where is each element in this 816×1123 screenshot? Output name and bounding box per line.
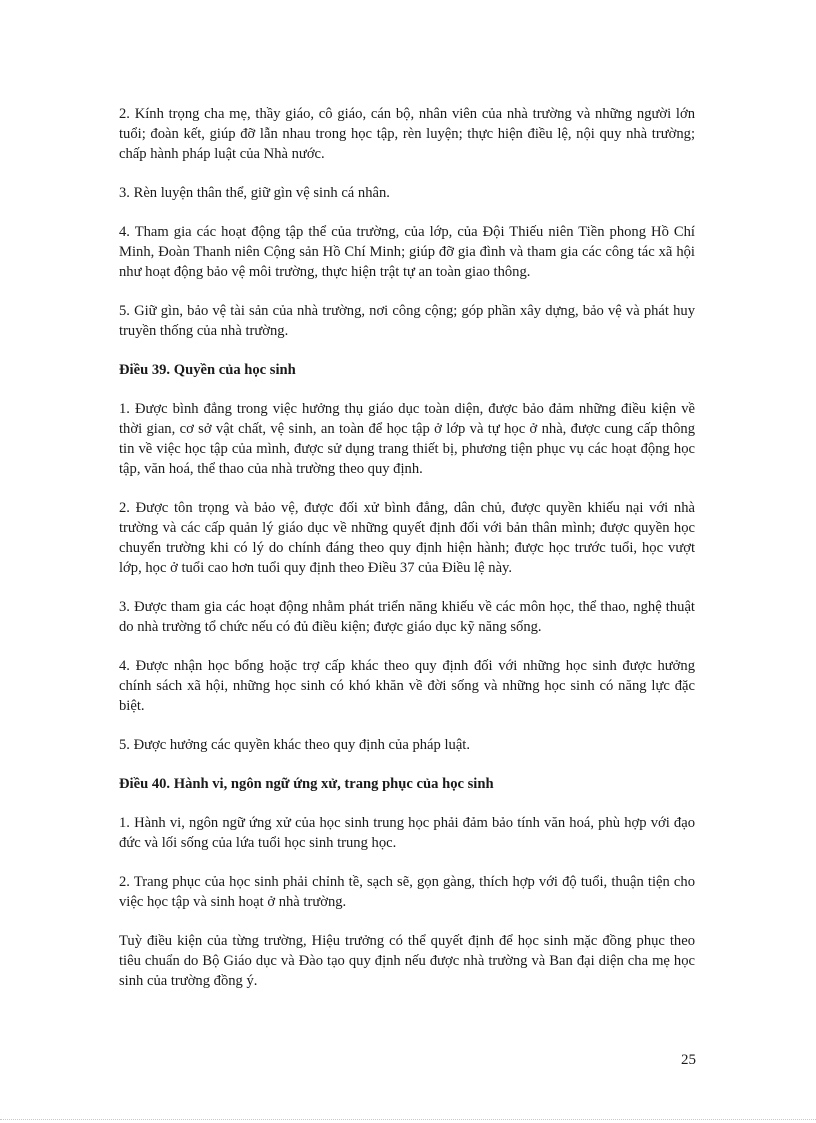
article-40-paragraph-2: 2. Trang phục của học sinh phải chỉnh tề, sạch sẽ, gọn gàng, thích hợp với độ tuổi, thuận tiện cho việc học tập và sinh hoạt ở nhà trường.	[119, 874, 695, 910]
article-39-paragraph-2: 2. Được tôn trọng và bảo vệ, được đối xử bình đẳng, dân chủ, được quyền khiếu nại với nhà trường và các cấp quản lý giáo dục về những quyết định đối với bản thân mình; được quyền học chuyển trường khi có lý do chính đáng theo quy định hiện hành; được học trước tuổi, học vượt lớp, học ở tuổi cao hơn tuổi quy định theo Điều 37 của Điều lệ này.	[119, 500, 695, 576]
page-number: 25	[681, 1052, 696, 1068]
article-39-paragraph-1: 1. Được bình đẳng trong việc hưởng thụ giáo dục toàn diện, được bảo đảm những điều kiện về thời gian, cơ sở vật chất, vệ sinh, an toàn để học tập ở lớp và tự học ở nhà, được cung cấp thông tin về việc học tập của mình, được sử dụng trang thiết bị, phương tiện phục vụ các hoạt động học tập, văn hoá, thể thao của nhà trường theo quy định.	[119, 401, 695, 477]
paragraph-duty-3: 3. Rèn luyện thân thể, giữ gìn vệ sinh cá nhân.	[119, 185, 390, 201]
page-bottom-divider	[0, 1119, 816, 1120]
article-39-paragraph-3: 3. Được tham gia các hoạt động nhằm phát triển năng khiếu về các môn học, thể thao, nghệ thuật do nhà trường tổ chức nếu có đủ điều kiện; được giáo dục kỹ năng sống.	[119, 599, 695, 635]
page-content	[119, 104, 695, 1010]
paragraph-duty-2: 2. Kính trọng cha mẹ, thầy giáo, cô giáo, cán bộ, nhân viên của nhà trường và những người lớn tuổi; đoàn kết, giúp đỡ lẫn nhau trong học tập, rèn luyện; thực hiện điều lệ, nội quy nhà trường; chấp hành pháp luật của Nhà nước.	[119, 106, 695, 162]
paragraph-duty-5: 5. Giữ gìn, bảo vệ tài sản của nhà trường, nơi công cộng; góp phần xây dựng, bảo vệ và phát huy truyền thống của nhà trường.	[119, 303, 695, 339]
article-39-heading: Điều 39. Quyền của học sinh	[119, 362, 296, 378]
article-39-paragraph-5: 5. Được hưởng các quyền khác theo quy định của pháp luật.	[119, 737, 470, 753]
article-40-heading: Điều 40. Hành vi, ngôn ngữ ứng xử, trang phục của học sinh	[119, 776, 494, 792]
article-39-paragraph-4: 4. Được nhận học bổng hoặc trợ cấp khác theo quy định đối với những học sinh được hưởng chính sách xã hội, những học sinh có khó khăn về đời sống và những học sinh có năng lực đặc biệt.	[119, 658, 695, 714]
article-40-paragraph-1: 1. Hành vi, ngôn ngữ ứng xử của học sinh trung học phải đảm bảo tính văn hoá, phù hợp với đạo đức và lối sống của lứa tuổi học sinh trung học.	[119, 815, 695, 851]
paragraph-duty-4: 4. Tham gia các hoạt động tập thể của trường, của lớp, của Đội Thiếu niên Tiền phong Hồ Chí Minh, Đoàn Thanh niên Cộng sản Hồ Chí Minh; giúp đỡ gia đình và tham gia các công tác xã hội như hoạt động bảo vệ môi trường, thực hiện trật tự an toàn giao thông.	[119, 224, 695, 280]
article-40-paragraph-3: Tuỳ điều kiện của từng trường, Hiệu trưởng có thể quyết định để học sinh mặc đồng phục theo tiêu chuẩn do Bộ Giáo dục và Đào tạo quy định nếu được nhà trường và Ban đại diện cha mẹ học sinh của trường đồng ý.	[119, 933, 695, 989]
